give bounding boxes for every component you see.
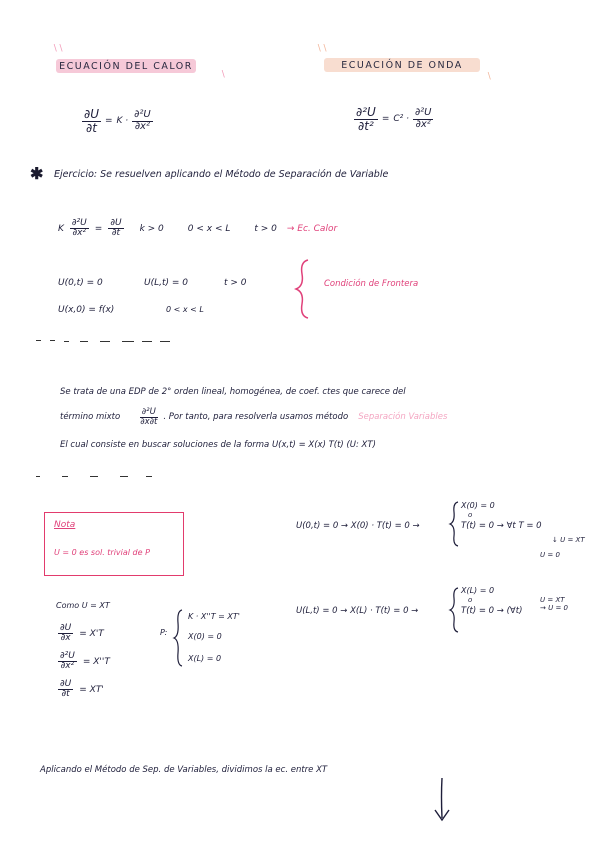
derivative-3: $\frac{\partial U}{\partial t}$ = XT'	[60, 679, 104, 700]
divider	[160, 341, 170, 342]
como-title: Como U = XT	[56, 601, 110, 610]
divider	[120, 476, 128, 477]
divider	[146, 476, 152, 477]
sparkle-icon: ∖∖	[316, 44, 328, 54]
system-eq-1: K · X''T = XT'	[188, 612, 240, 621]
divider	[36, 476, 40, 477]
initial-condition: U(x,0) = f(x)	[58, 305, 115, 315]
heat-equation: $\frac{\partial U}{\partial t}$ = K · $\frac{\text{∂²U}}{\text{∂x²}}$	[84, 107, 151, 135]
arrow-down-icon	[432, 776, 452, 824]
heat-equation-title: ECUACIÓN DEL CALOR	[56, 59, 196, 73]
bc1-note: ↓ U = XT	[552, 536, 585, 544]
sparkle-icon: ∖	[486, 72, 492, 82]
bc-2: U(L,t) = 0	[144, 278, 189, 288]
divider	[142, 341, 152, 342]
p-label: P:	[160, 628, 168, 637]
ic-range: 0 < x < L	[166, 305, 204, 314]
divider	[122, 341, 134, 342]
divider	[62, 476, 68, 477]
bc2-option-a: X(L) = 0	[461, 586, 495, 595]
ec-calor-label: → Ec. Calor	[286, 223, 338, 234]
brace-icon	[294, 258, 314, 320]
note-title: Nota	[54, 520, 76, 530]
sparkle-icon: ∖	[220, 70, 226, 80]
note-body: U = 0 es sol. trivial de P	[54, 548, 150, 557]
explanation-line-3: El cual consiste en buscar soluciones de la forma U(x,t) = X(x) T(t) (U: XT)	[60, 440, 376, 450]
bc2-or: o	[468, 596, 473, 604]
derivative-2: $\frac{\text{∂²U}}{\text{∂x²}}$ = X''T	[60, 651, 110, 672]
system-eq-3: X(L) = 0	[188, 654, 222, 663]
pde-equation: K $\frac{\text{∂²U}}{\text{∂x²}}$ = $\frac{\partial U}{\partial t}$ k > 0 0 < x < L t > 0 → Ec. Calor	[58, 218, 338, 239]
divider	[80, 341, 88, 342]
divider	[100, 341, 110, 342]
explanation-line-1: Se trata de una EDP de 2° orden lineal, homogénea, de coef. ctes que carece del	[60, 387, 406, 397]
asterisk-icon: ✱	[30, 164, 44, 183]
bc1-note2: U = 0	[540, 551, 560, 559]
divider	[36, 340, 41, 341]
wave-equation: $\frac{\text{∂²U}}{\text{∂t²}}$ = C² · $\frac{\text{∂²U}}{\text{∂x²}}$	[356, 105, 432, 133]
final-line: Aplicando el Método de Sep. de Variables, dividimos la ec. entre XT	[40, 765, 328, 775]
divider	[90, 476, 98, 477]
bc2-note2: → U = 0	[540, 604, 568, 612]
bc-1: U(0,t) = 0	[58, 278, 103, 288]
divider	[50, 340, 55, 341]
wave-equation-title: ECUACIÓN DE ONDA	[324, 58, 480, 72]
system-eq-2: X(0) = 0	[188, 632, 222, 641]
condicion-frontera-label: Condición de Frontera	[324, 279, 419, 289]
explanation-line-2: término mixto $\frac{\text{∂²U}}{\partial x\partial t}$ . Por tanto, para resolverla usamos método Separación Variables	[60, 407, 448, 427]
bc-analysis-2: U(L,t) = 0 → X(L) · T(t) = 0 →	[296, 606, 419, 616]
bc-time: t > 0	[224, 278, 247, 288]
bc1-or: o	[468, 511, 473, 519]
bc2-option-b: T(t) = 0 → (∀t)	[461, 606, 523, 616]
bc1-option-a: X(0) = 0	[461, 501, 495, 510]
bc-analysis-1: U(0,t) = 0 → X(0) · T(t) = 0 →	[296, 521, 420, 531]
divider	[64, 341, 69, 342]
bc2-note: U = XT	[540, 596, 565, 604]
sparkle-icon: ∖∖	[52, 44, 64, 54]
brace-icon	[172, 608, 184, 668]
bc1-option-b: T(t) = 0 → ∀t T = 0	[461, 521, 542, 531]
exercise-label: Ejercicio: Se resuelven aplicando el Método de Separación de Variable	[54, 169, 389, 180]
brace-icon	[448, 586, 460, 634]
derivative-1: $\frac{\partial U}{\partial x}$ = X'T	[60, 623, 104, 644]
brace-icon	[448, 500, 460, 548]
